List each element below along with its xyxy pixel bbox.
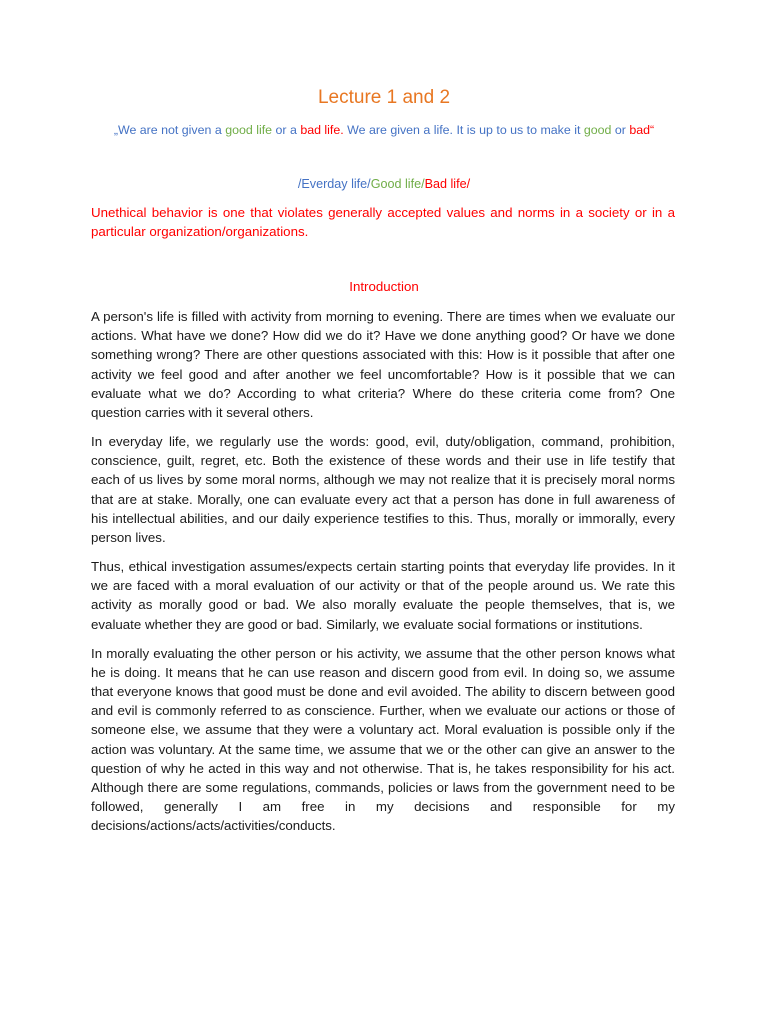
quote-bad: bad [629, 123, 651, 137]
paragraph: In everyday life, we regularly use the words: good, evil, duty/obligation, command, prohibition, conscience, guilt, regret, etc. Both the existence of these words and their use in life testify that each of us lives by some moral norms, although we may not realize that it is precisely moral norms that are at stake. Morally, one can evaluate every act that a person has done in full awareness of his intellectual abilities, and our daily experience testifies to this. Thus, morally or immorally, every person lives. [91, 434, 675, 546]
introduction-body [91, 307, 675, 845]
quote-part-2: or a [272, 123, 301, 137]
subtitle-good: Good life/ [370, 177, 425, 191]
paragraph: Thus, ethical investigation assumes/expects certain starting points that everyday life provides. In it we are faced with a moral evaluation of our activity or that of the people around us. We rate this activity as morally good or bad. We also morally evaluate the people themselves, that is, we evaluate whether they are good or bad. Similarly, we evaluate social formations or institutions. [91, 559, 675, 632]
introduction-heading: Introduction [349, 279, 419, 294]
quote-end: “ [650, 123, 655, 137]
quote-part-1: „We are not given a [113, 123, 226, 137]
subtitle-everyday: /Everday life/ [297, 177, 371, 191]
unethical-behavior-definition: Unethical behavior is one that violates generally accepted values and norms in a society or in a particular organization/organizations. [91, 205, 675, 240]
document-title: Lecture 1 and 2 [317, 87, 451, 108]
quote-good: good [583, 123, 612, 137]
life-types-subtitle [0, 176, 768, 192]
subtitle-bad: Bad life/ [424, 177, 471, 191]
quote-good-life: good life [225, 123, 273, 137]
paragraph: A person's life is filled with activity from morning to evening. There are times when we evaluate our actions. What have we done? How did we do it? Have we done anything good? Or have we done something wrong? There are other questions associated with this: How is it possible that after one activity we feel good and after another we feel uncomfortable? How is it possible that we can evaluate what we do? According to what criteria? Where do these criteria come from? One question carries with it several others. [91, 309, 675, 421]
paragraph: In morally evaluating the other person or his activity, we assume that the other person knows what he is doing. It means that he can use reason and discern good from evil. In doing so, we assume that everyone knows that good must be done and evil avoided. The ability to discern between good and evil is commonly referred to as conscience. Further, when we evaluate our actions or those of someone else, we assume that they were a voluntary act. Moral evaluation is possible only if the action was voluntary. At the same time, we assume that we or the other can give an answer to the question of why he acted in this way and not otherwise. That is, he takes responsibility for his act. Although there are some regulations, commands, policies or laws from the government need to be followed, generally I am free in my decisions and responsible for my decisions/actions/acts/activities/conducts. [91, 645, 675, 834]
opening-quote [0, 122, 768, 138]
quote-bad-life: bad life. [300, 123, 344, 137]
quote-part-3: We are given a life. It is up to us to make it [343, 123, 584, 137]
quote-part-4: or [611, 123, 630, 137]
